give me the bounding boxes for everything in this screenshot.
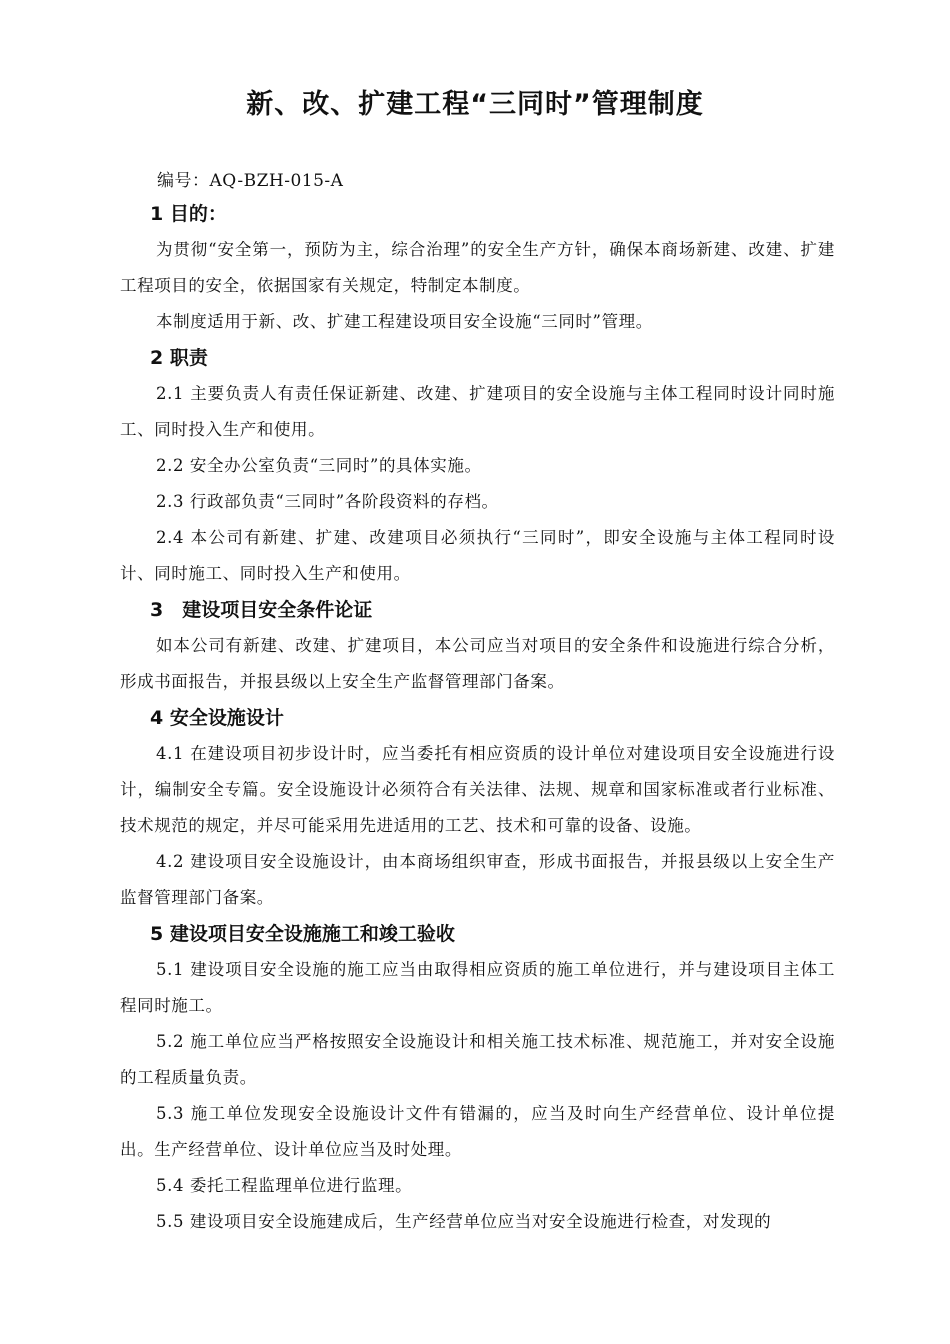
paragraph: 5.5 建设项目安全设施建成后，生产经营单位应当对安全设施进行检查，对发现的 bbox=[156, 1212, 772, 1231]
section-heading-facility-design: 4 安全设施设计 bbox=[150, 707, 284, 729]
paragraph: 5.3 施工单位发现安全设施设计文件有错漏的，应当及时向生产经营单位、设计单位提出。生产经营单位、设计单位应当及时处理。 bbox=[120, 1104, 835, 1159]
paragraph: 5.4 委托工程监理单位进行监理。 bbox=[156, 1176, 413, 1195]
paragraph: 如本公司有新建、改建、扩建项目，本公司应当对项目的安全条件和设施进行综合分析，形成书面报告，并报县级以上安全生产监督管理部门备案。 bbox=[120, 636, 835, 691]
section-heading-safety-conditions: 3 建设项目安全条件论证 bbox=[150, 599, 373, 621]
paragraph: 2.3 行政部负责“三同时”各阶段资料的存档。 bbox=[156, 492, 499, 511]
paragraph: 5.1 建设项目安全设施的施工应当由取得相应资质的施工单位进行，并与建设项目主体工程同时施工。 bbox=[120, 960, 835, 1015]
paragraph: 为贯彻“安全第一，预防为主，综合治理”的安全生产方针，确保本商场新建、改建、扩建工程项目的安全，依据国家有关规定，特制定本制度。 bbox=[120, 240, 835, 295]
section-heading-construction-acceptance: 5 建设项目安全设施施工和竣工验收 bbox=[150, 923, 455, 945]
paragraph: 4.1 在建设项目初步设计时，应当委托有相应资质的设计单位对建设项目安全设施进行设计，编制安全专篇。安全设施设计必须符合有关法律、法规、规章和国家标准或者行业标准、技术规范的规定，并尽可能采用先进适用的工艺、技术和可靠的设备、设施。 bbox=[120, 744, 835, 835]
paragraph: 4.2 建设项目安全设施设计，由本商场组织审查，形成书面报告，并报县级以上安全生产监督管理部门备案。 bbox=[120, 852, 835, 907]
section-heading-duties: 2 职责 bbox=[150, 347, 208, 369]
document-title: 新、改、扩建工程“三同时”管理制度 bbox=[246, 89, 704, 120]
document-code: 编号：AQ-BZH-015-A bbox=[157, 171, 344, 191]
paragraph: 2.1 主要负责人有责任保证新建、改建、扩建项目的安全设施与主体工程同时设计同时施工、同时投入生产和使用。 bbox=[120, 384, 835, 439]
section-heading-purpose: 1 目的： bbox=[150, 203, 227, 225]
paragraph: 本制度适用于新、改、扩建工程建设项目安全设施“三同时”管理。 bbox=[156, 312, 653, 331]
paragraph: 2.2 安全办公室负责“三同时”的具体实施。 bbox=[156, 456, 482, 475]
paragraph: 5.2 施工单位应当严格按照安全设施设计和相关施工技术标准、规范施工，并对安全设施的工程质量负责。 bbox=[120, 1032, 835, 1087]
document-body bbox=[120, 196, 835, 1240]
paragraph: 2.4 本公司有新建、扩建、改建项目必须执行“三同时”，即安全设施与主体工程同时设计、同时施工、同时投入生产和使用。 bbox=[120, 528, 835, 583]
